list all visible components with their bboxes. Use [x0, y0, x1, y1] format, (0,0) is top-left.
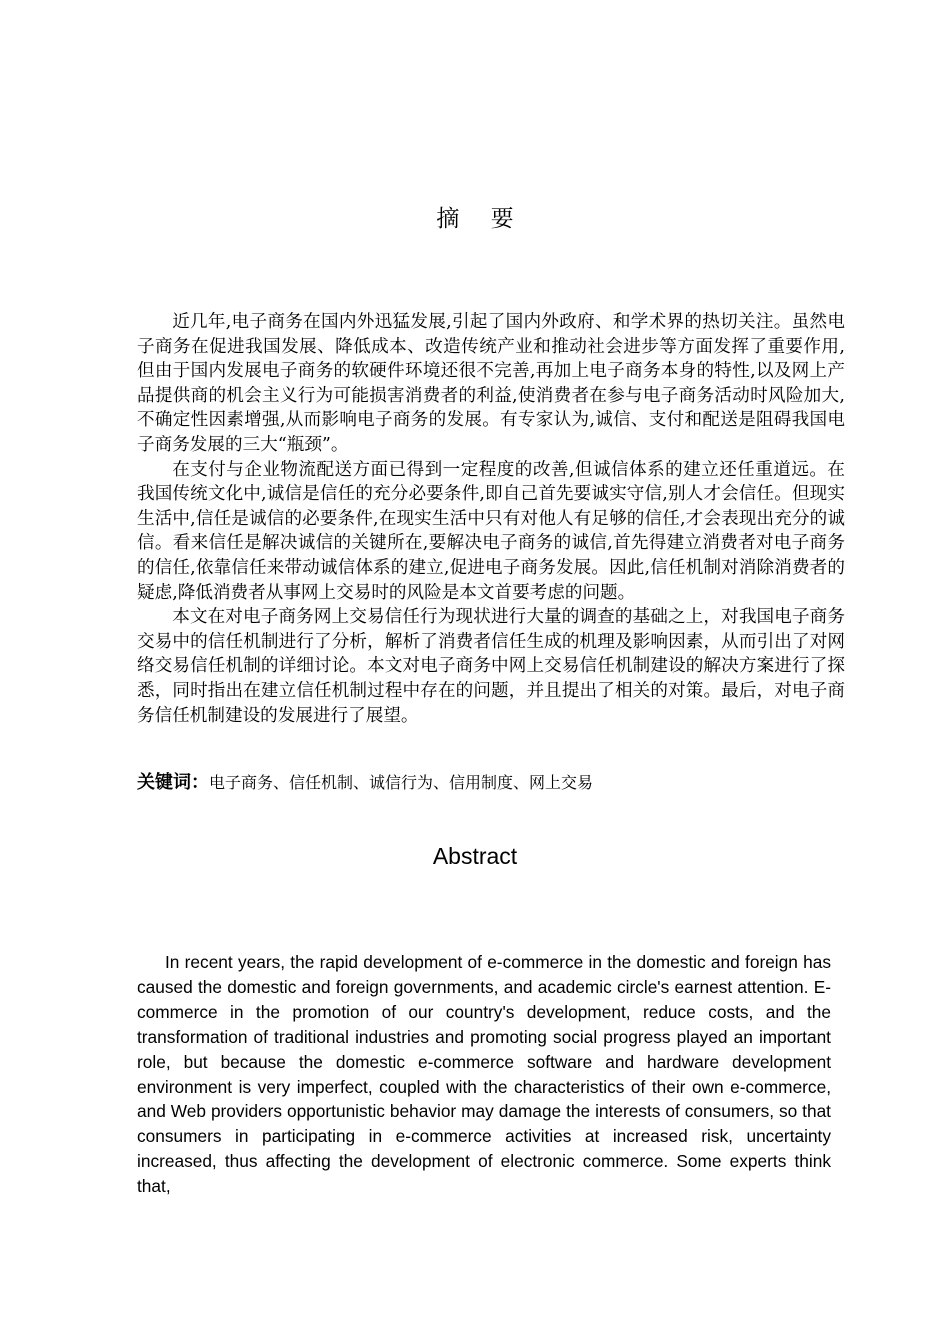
chinese-abstract-title: 摘 要 [436, 206, 526, 232]
chinese-abstract-paragraph: 在支付与企业物流配送方面已得到一定程度的改善,但诚信体系的建立还任重道远。在我国传统文化中,诚信是信任的充分必要条件,即自己首先要诚实守信,别人才会信任。但现实生活中,信任是诚信的必要条件,在现实生活中只有对他人有足够的信任,才会表现出充分的诚信。看来信任是解决诚信的关键所在,要解决电子商务的诚信,首先得建立消费者对电子商务的信任,依靠信任来带动诚信体系的建立,促进电子商务发展。因此,信任机制对消除消费者的疑虑,降低消费者从事网上交易时的风险是本文首要考虑的问题。 [137, 459, 845, 603]
chinese-abstract-paragraph: 本文在对电子商务网上交易信任行为现状进行大量的调查的基础之上，对我国电子商务交易中的信任机制进行了分析，解析了消费者信任生成的机理及影响因素，从而引出了对网络交易信任机制的详细讨论。本文对电子商务中网上交易信任机制建设的解决方案进行了探悉，同时指出在建立信任机制过程中存在的问题，并且提出了相关的对策。最后，对电子商务信任机制建设的发展进行了展望。 [137, 607, 845, 726]
keywords-value: 电子商务、信任机制、诚信行为、信用制度、网上交易 [209, 773, 594, 792]
english-abstract-paragraph: In recent years, the rapid development of e-commerce in the domestic and foreign has caused the domestic and foreign governments, and academic circle's earnest attention. E-commerce in the promotion of our country's development, reduce costs, and the transformation of traditional industries and promoting social progress played an important role, but because the domestic e-commerce software and hardware development environment is very imperfect, coupled with the characteristics of their own e-commerce, and Web providers opportunistic behavior may damage the interests of consumers, so that consumers in participating in e-commerce activities at increased risk, uncertainty increased, thus affecting the development of electronic commerce. Some experts think that, [137, 952, 831, 1197]
keywords-line [137, 771, 845, 795]
english-abstract-body [137, 950, 831, 1199]
chinese-abstract-paragraph: 近几年,电子商务在国内外迅猛发展,引起了国内外政府、和学术界的热切关注。虽然电子商务在促进我国发展、降低成本、改造传统产业和推动社会进步等方面发挥了重要作用,但由于国内发展电子商务的软硬件环境还很不完善,再加上电子商务本身的特性,以及网上产品提供商的机会主义行为可能损害消费者的利益,使消费者在参与电子商务活动时风险加大,不确定性因素增强,从而影响电子商务的发展。有专家认为,诚信、支付和配送是阻碍我国电子商务发展的三大“瓶颈”。 [137, 312, 845, 455]
english-abstract-title: Abstract [432, 843, 518, 869]
chinese-abstract-body [137, 310, 845, 728]
keywords-label: 关键词： [137, 772, 209, 793]
